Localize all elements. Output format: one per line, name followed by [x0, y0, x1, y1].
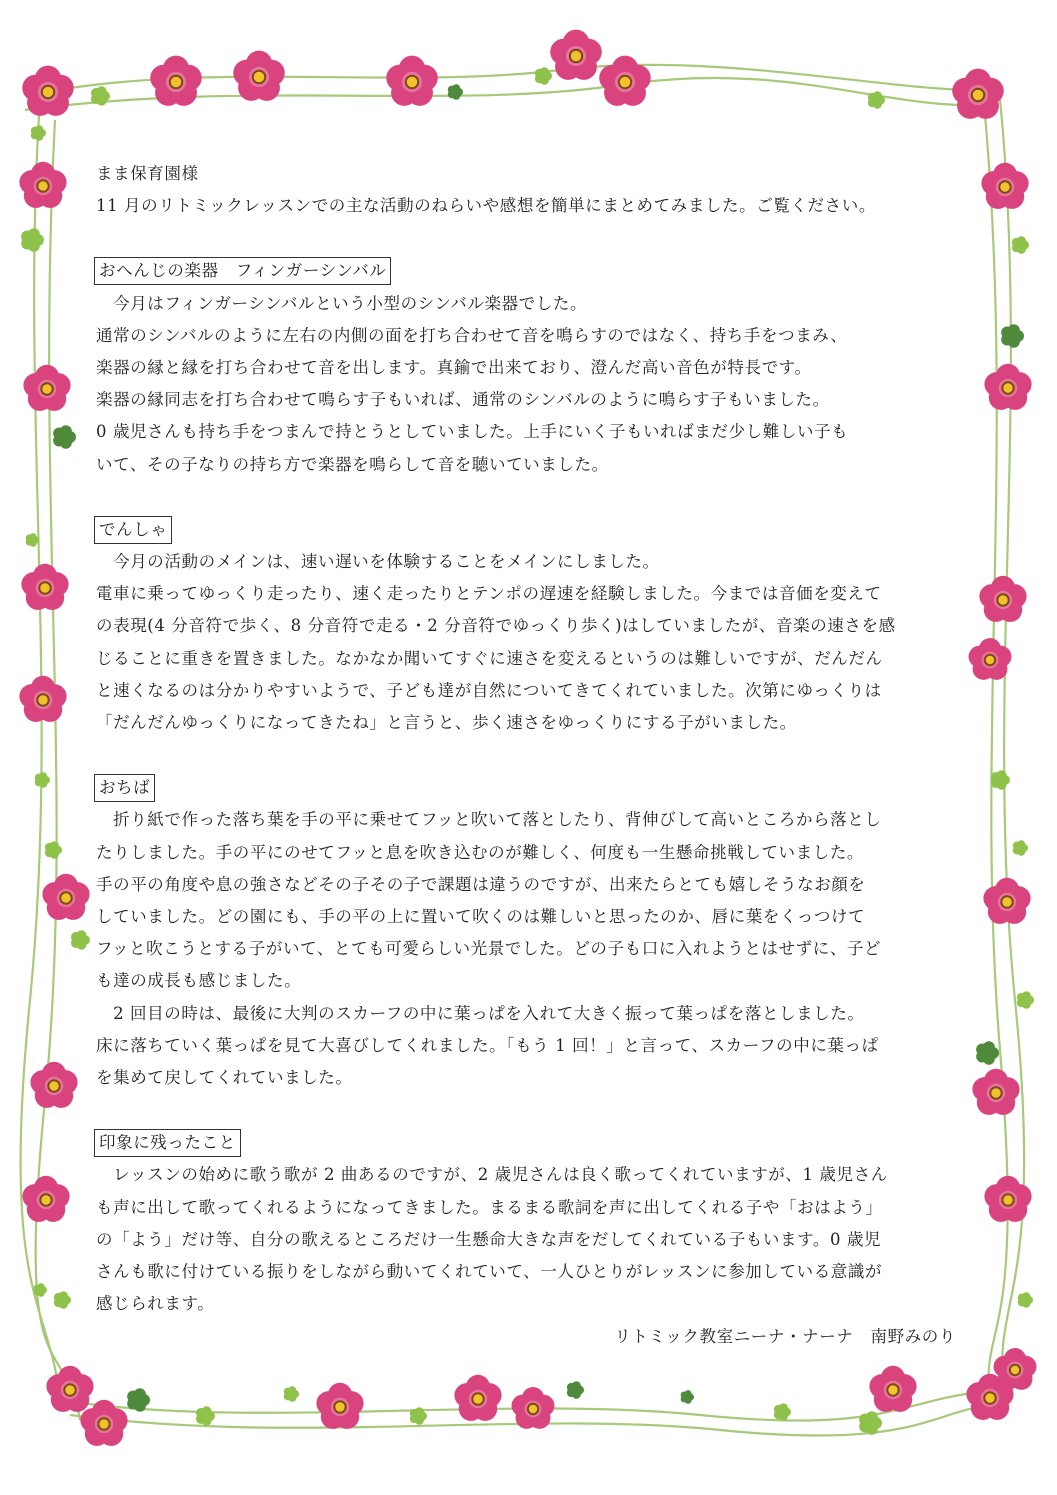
flower-center — [60, 892, 71, 903]
section-line: フッと吹こうとする子がいて、とても可愛らしい光景でした。どの子も口に入れようとはせずに、子ど — [96, 939, 882, 959]
clover-leaf — [77, 930, 87, 940]
flower-center — [37, 180, 48, 191]
section-line: 通常のシンバルのように左右の内側の面を打ち合わせて音を鳴らすのではなく、持ち手をつまみ、 — [96, 325, 848, 345]
section-line: レッスンの始めに歌う歌が 2 曲あるのですが、2 歳児さんは良く歌ってくれていますが、1 歳児さん — [96, 1165, 888, 1185]
section-line: 折り紙で作った落ち葉を手の平に乗せてフッと吹いて落としたり、背伸びして高いところから落とし — [96, 810, 882, 830]
section-line: していました。どの園にも、手の平の上に置いて吹くのは難しいと思ったのか、唇に葉をくっつけて — [96, 907, 866, 927]
section-impressions — [96, 1126, 966, 1320]
flower-center — [990, 1087, 1001, 1098]
flower-center — [170, 76, 182, 88]
section-line: たりしました。手の平にのせてフッと息を吹き込むのが難しく、何度も一生懸命挑戦していました。 — [96, 842, 865, 862]
flower-center — [619, 76, 631, 88]
section-densha — [96, 513, 966, 739]
flower-center — [1002, 1194, 1013, 1205]
section-line: の「よう」だけ等、自分の歌えるところだけ一生懸命大きな声をだしてくれている子もいます。0 歳児 — [96, 1229, 882, 1249]
flower-center — [1001, 896, 1012, 907]
section-line: も達の成長も感じました。 — [96, 971, 302, 991]
flower-center — [42, 86, 54, 98]
clover-leaf — [202, 1406, 212, 1416]
flower-center — [37, 694, 48, 705]
clover-leaf — [779, 1403, 788, 1412]
flower-center — [887, 1384, 898, 1395]
section-line: さんも歌に付けている振りをしながら動いてくれていて、一人ひとりがレッスンに参加している意識が — [96, 1262, 883, 1282]
section-line: 楽器の縁と縁を打ち合わせて音を出します。真鍮で出来ており、澄んだ高い音色が特長です。 — [96, 358, 812, 378]
flower-center — [997, 594, 1008, 605]
letter-body — [96, 158, 966, 1353]
clover-leaf — [288, 1386, 296, 1394]
flower-center — [40, 1194, 51, 1205]
section-line: も声に出して歌ってくれるようになってきました。まるまる歌詞を声に出してくれる子や「おはよう」 — [96, 1197, 883, 1217]
greeting: まま保育園様 — [96, 164, 199, 183]
clover-leaf — [997, 770, 1007, 780]
clover-leaf — [35, 125, 43, 133]
flower-center — [528, 1404, 538, 1414]
clover-leaf — [60, 425, 72, 437]
flower-center — [1010, 1365, 1020, 1375]
clover-leaf — [866, 1411, 878, 1423]
clover-leaf — [59, 1291, 68, 1300]
flower-center — [41, 383, 52, 394]
clover-leaf — [97, 86, 107, 96]
clover-leaf — [452, 84, 460, 92]
section-heading: おへんじの楽器 フィンガーシンバル — [94, 257, 391, 285]
flower-center — [972, 89, 984, 101]
flower-center — [1002, 382, 1013, 393]
flower-center — [999, 181, 1010, 192]
flower-center — [472, 1393, 483, 1404]
clover-leaf — [415, 1407, 424, 1416]
clover-leaf — [50, 841, 59, 850]
section-line: 感じられます。 — [96, 1294, 215, 1314]
section-line: 床に落ちていく葉っぱを見て大喜びしてくれました。「もう 1 回！」と言って、スカーフの中に葉っぱ — [96, 1035, 879, 1055]
section-heading: でんしゃ — [94, 516, 172, 544]
section-line: を集めて戻してくれていました。 — [96, 1068, 353, 1088]
clover-leaf — [134, 1388, 146, 1400]
section-line: 0 歳児さんも持ち手をつまんで持とうとしていました。上手にいく子もいればまだ少し難しい子も — [96, 422, 849, 442]
section-line: 電車に乗ってゆっくり走ったり、速く走ったりとテンポの遅速を経験しました。今までは音価を変えて — [96, 584, 882, 604]
clover-leaf — [1022, 991, 1031, 1000]
clover-leaf — [1022, 1292, 1030, 1300]
flower-center — [406, 76, 418, 88]
clover-leaf — [540, 67, 549, 76]
clover-leaf — [873, 91, 882, 100]
section-heading: おちば — [94, 774, 155, 802]
flower-center — [39, 582, 50, 593]
flower-center — [64, 1384, 75, 1395]
section-line: と速くなるのは分かりやすいようで、子ども達が自然についてきてくれていました。次第にゆっくりは — [96, 680, 882, 700]
flower-center — [334, 1401, 345, 1412]
flower-center — [48, 1080, 59, 1091]
section-line: 手の平の角度や息の強さなどその子その子で課題は違うのですが、出来たらとても嬉しそうなお顔を — [96, 874, 866, 894]
flower-center — [984, 1392, 995, 1403]
flower-center — [253, 71, 265, 83]
section-heading: 印象に残ったこと — [94, 1129, 241, 1157]
clover-leaf — [572, 1381, 581, 1390]
clover-leaf — [28, 228, 40, 240]
section-finger-cymbal — [96, 254, 966, 480]
clover-leaf — [685, 1390, 692, 1397]
clover-leaf — [1017, 840, 1025, 848]
intro-text: 11 月のリトミックレッスンでの主な活動のねらいや感想を簡単にまとめてみました。ご覧ください。 — [96, 196, 876, 216]
flower-center — [570, 50, 582, 62]
section-line: 「だんだんゆっくりになってきたね」と言うと、歩く速さをゆっくりにする子がいました。 — [96, 713, 797, 733]
clover-leaf — [1017, 236, 1026, 245]
clover-leaf — [983, 1041, 995, 1053]
section-line: の表現(4 分音符で歩く、8 分音符で走る・2 分音符でゆっくり歩く)はしていましたが、音楽の速さを感 — [96, 616, 896, 636]
section-line: 今月はフィンガーシンバルという小型のシンバル楽器でした。 — [96, 293, 588, 313]
clover-leaf — [30, 533, 37, 540]
section-line: じることに重きを置きました。なかなか聞いてすぐに速さを変えるというのは難しいですが、だんだん — [96, 648, 883, 668]
section-line: 楽器の縁同志を打ち合わせて鳴らす子もいれば、通常のシンバルのように鳴らす子もいました。 — [96, 390, 830, 410]
flower-center — [985, 655, 995, 665]
section-line: いて、その子なりの持ち方で楽器を鳴らして音を聴いていました。 — [96, 454, 609, 474]
section-line: 今月の活動のメインは、速い遅いを体験することをメインにしました。 — [96, 552, 660, 572]
clover-leaf — [1008, 324, 1020, 336]
flower-center — [98, 1418, 109, 1429]
section-ochiba — [96, 771, 966, 1094]
section-line: 2 回目の時は、最後に大判のスカーフの中に葉っぱを入れて大きく振って葉っぱを落としました。 — [96, 1003, 865, 1023]
clover-leaf — [38, 1283, 45, 1290]
clover-leaf — [39, 772, 47, 780]
signature: リトミック教室ニーナ・ナーナ 南野みのり — [614, 1326, 956, 1346]
